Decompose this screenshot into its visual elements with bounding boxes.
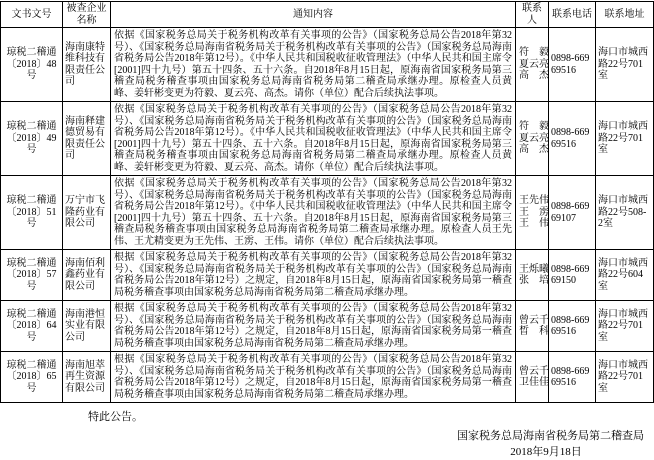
table-row (1, 301, 654, 352)
contact-name: 晳 科 (519, 326, 549, 337)
address-cell: 海口市城西路22号701室 (596, 28, 654, 102)
notice-content-cell: 依据《国家税务总局关于税务机构改革有关事项的公告》（国家税务总局公告2018年第32号）、《国家税务总局海南省税务局关于税务机构改革有关事项的公告》（国家税务总局海南省税务局公告2018年第12号）。《中华人民共和国税收征收管理法》（中华人民共和国主席令[2001]四十九号）第五十四条、五十六条。自2018年8月15日起，原海南省国家税务局第三稽查局税务稽查事项由国家税务总局海南省税务局第二稽查局承继办理。原检查人员黄峰、姜轩彬变更为符毅、夏云亮、高杰。请你（单位）配合后续执法事项。 (111, 102, 516, 176)
company-cell: 海南释建德贸易有限责任公司 (63, 102, 111, 176)
address-cell: 海口市城西路22号701室 (596, 352, 654, 403)
address-cell: 海口市城西路22号701室 (596, 301, 654, 352)
notice-content-cell: 根据《国家税务总局关于税务机构改革有关事项的公告》（国家税务总局公告2018年第32号）、《国家税务总局海南省税务局关于税务机构改革有关事项的公告》（国家税务总局海南省税务局公告2018年第12号）之规定，自2018年8月15日起，原海南省国家税务局第一稽查局税务稽查事项由国家税务总局海南省税务局第二稽查局承继办理。 (111, 250, 516, 301)
column-header-address: 联系地址 (596, 2, 654, 28)
company-cell: 万宁市飞隆药业有限公司 (63, 176, 111, 250)
table-header-row (1, 2, 654, 28)
notice-content-cell: 根据《国家税务总局关于税务机构改革有关事项的公告》（国家税务总局公告2018年第32号）、《国家税务总局海南省税务局关于税务机构改革有关事项的公告》（国家税务总局海南省税务局公告2018年第12号）之规定，自2018年8月15日起，原海南省国家税务局第一稽查局税务稽查事项由国家税务总局海南省税务局第二稽查局承继办理。 (111, 352, 516, 403)
contact-name: 王 雳 (519, 206, 549, 218)
contact-cell (516, 102, 549, 176)
table-row (1, 176, 654, 250)
column-header-content: 通知内容 (111, 2, 516, 28)
contact-name: 符 毅 (519, 121, 549, 133)
company-cell: 海南佰利鑫药业有限公司 (63, 250, 111, 301)
contact-name: 符 毅 (519, 47, 549, 59)
phone-cell: 0898-66969516 (549, 301, 596, 352)
phone-cell: 0898-66969516 (549, 352, 596, 403)
contact-cell (516, 28, 549, 102)
contact-name: 高 杰 (519, 144, 549, 156)
contact-name: 王先伟 (519, 195, 549, 207)
contact-name: 张 培 (519, 275, 549, 286)
contact-name: 曾云千 (519, 365, 549, 377)
closing-remark: 特此公告。 (88, 411, 143, 423)
column-header-phone: 联系电话 (549, 2, 596, 28)
company-cell: 海南旭萃再生资源有限公司 (63, 352, 111, 403)
phone-cell: 0898-66969516 (549, 28, 596, 102)
contact-name: 王 伟 (519, 218, 549, 230)
notice-content-cell: 依据《国家税务总局关于税务机构改革有关事项的公告》（国家税务总局公告2018年第32号）、《国家税务总局海南省税务局关于税务机构改革有关事项的公告》（国家税务总局海南省税务局公告2018年第12号）。《中华人民共和国税收征收管理法》（中华人民共和国主席令[2001]四十九号）第五十四条、五十六条。自2018年8月15日起，原海南省国家税务局第三稽查局税务稽查事项由国家税务总局海南省税务局第二稽查局承继办理。原检查人员王先伟、王尤精变更为王先伟、王雳、王伟。请你（单位）配合后续执法事项。 (111, 176, 516, 250)
table-row (1, 352, 654, 403)
issuer-name: 国家税务总局海南省税务局第二稽查局 (457, 430, 644, 442)
phone-cell: 0898-66969516 (549, 102, 596, 176)
contact-name: 卫佳佳 (519, 377, 549, 388)
table-row (1, 28, 654, 102)
contact-name: 高 杰 (519, 70, 549, 82)
column-header-company: 被查企业名称 (63, 2, 111, 28)
address-cell: 海口市城西路22号508-2室 (596, 176, 654, 250)
contact-name: 夏云亮 (519, 132, 549, 144)
contact-name: 曾云千 (519, 314, 549, 326)
company-cell: 海南港恒实业有限公司 (63, 301, 111, 352)
doc-number-cell: 琼税二稽通〔2018〕65号 (1, 352, 63, 403)
column-header-contact: 联系人 (516, 2, 549, 28)
contact-cell (516, 250, 549, 301)
address-cell: 海口市城西路22号701室 (596, 102, 654, 176)
address-cell: 海口市城西路22号604室 (596, 250, 654, 301)
column-header-doc-number: 文书文号 (1, 2, 63, 28)
table-row (1, 102, 654, 176)
contact-name: 王烁曦 (519, 263, 549, 275)
issue-date: 2018年9月18日 (510, 446, 582, 458)
doc-number-cell: 琼税二稽通〔2018〕57号 (1, 250, 63, 301)
phone-cell: 0898-66969107 (549, 176, 596, 250)
tax-notice-table (0, 1, 654, 403)
table-row (1, 250, 654, 301)
phone-cell: 0898-66969150 (549, 250, 596, 301)
contact-cell (516, 352, 549, 403)
doc-number-cell: 琼税二稽通〔2018〕49号 (1, 102, 63, 176)
contact-cell (516, 301, 549, 352)
notice-content-cell: 依据《国家税务总局关于税务机构改革有关事项的公告》（国家税务总局公告2018年第32号）、《国家税务总局海南省税务局关于税务机构改革有关事项的公告》（国家税务总局海南省税务局公告2018年第12号）。《中华人民共和国税收征收管理法》（中华人民共和国主席令[2001]四十九号）第五十四条、五十六条。自2018年8月15日起，原海南省国家税务局第三稽查局税务稽查事项由国家税务总局海南省税务局第二稽查局承继办理。原检查人员黄峰、姜轩彬变更为符毅、夏云亮、高杰。请你（单位）配合后续执法事项。 (111, 28, 516, 102)
doc-number-cell: 琼税二稽通〔2018〕64号 (1, 301, 63, 352)
contact-cell (516, 176, 549, 250)
notice-content-cell: 根据《国家税务总局关于税务机构改革有关事项的公告》（国家税务总局公告2018年第32号）、《国家税务总局海南省税务局关于税务机构改革有关事项的公告》（国家税务总局海南省税务局公告2018年第12号）之规定，自2018年8月15日起，原海南省国家税务局第一稽查局税务稽查事项由国家税务总局海南省税务局第二稽查局承继办理。 (111, 301, 516, 352)
company-cell: 海南康特维科技有限责任公司 (63, 28, 111, 102)
doc-number-cell: 琼税二稽通〔2018〕48号 (1, 28, 63, 102)
doc-number-cell: 琼税二稽通〔2018〕51号 (1, 176, 63, 250)
contact-name: 夏云亮 (519, 58, 549, 70)
signature-block (0, 428, 644, 460)
